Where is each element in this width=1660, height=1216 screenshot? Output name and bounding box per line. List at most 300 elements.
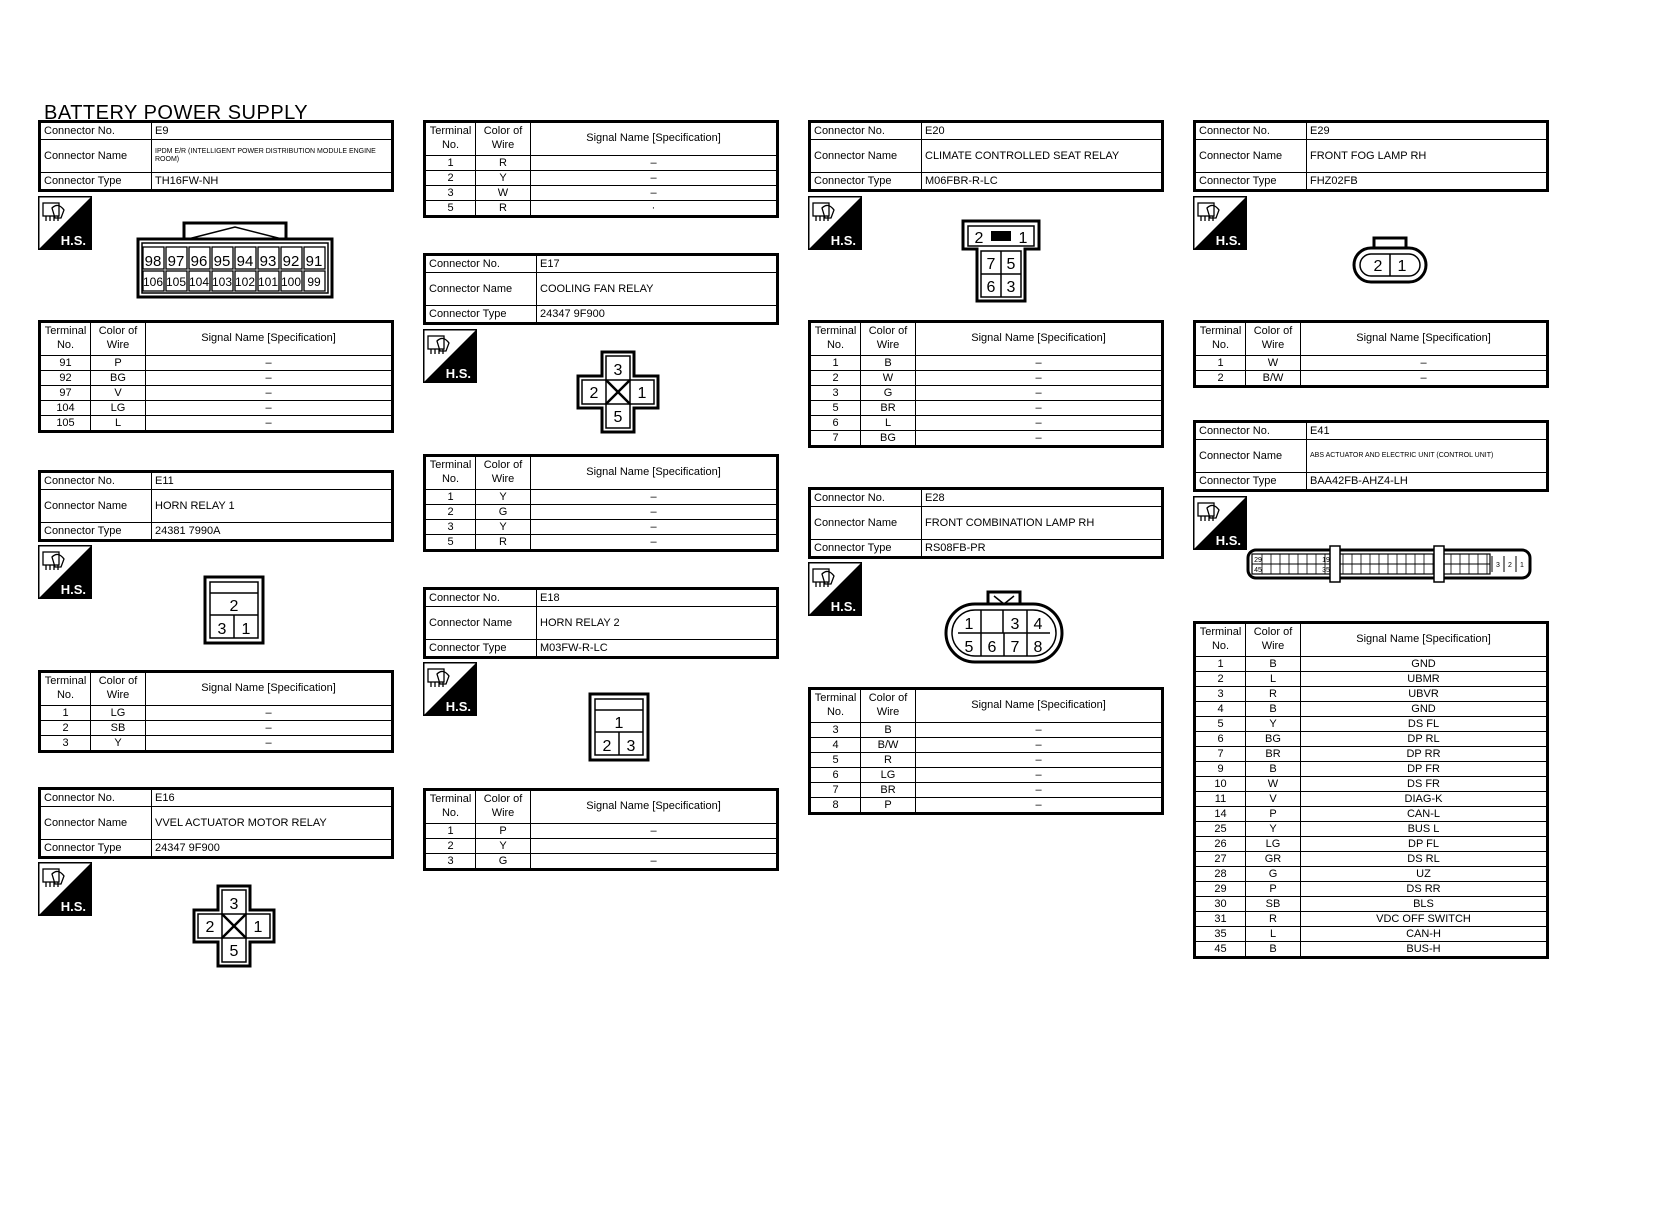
table-cell: LG: [91, 706, 146, 721]
table-row: [810, 753, 1163, 768]
table-cell: Y: [476, 839, 531, 854]
pin: 106: [142, 275, 164, 289]
table-cell: 3: [425, 186, 476, 201]
table-row: [40, 721, 393, 736]
pin-number: 6: [987, 639, 997, 656]
table-cell: Connector Name: [810, 507, 922, 540]
table-cell: B: [861, 723, 916, 738]
pin-number: 2: [589, 385, 599, 402]
e41-connector-diagram: [1246, 544, 1532, 584]
table-cell: CAN-L: [1301, 807, 1548, 822]
table-cell: SB: [1246, 897, 1301, 912]
connector-type: M06FBR-R-LC: [922, 173, 1163, 191]
e20-connector-diagram: [961, 219, 1041, 303]
table-cell: –: [916, 798, 1163, 814]
column-header: Signal Name [Specification]: [916, 322, 1163, 356]
pin: 1: [241, 621, 251, 638]
table-cell: –: [916, 723, 1163, 738]
table-cell: 3: [425, 854, 476, 870]
pin-number: 7: [1010, 639, 1020, 656]
connector-e29-info: [1193, 120, 1549, 192]
connector-e9-info: [38, 120, 394, 192]
label-connector-no: Connector No.: [40, 122, 152, 140]
pin-number: 3: [1496, 562, 1500, 569]
column-header: Signal Name [Specification]: [1301, 623, 1548, 657]
connector-no: E11: [152, 472, 393, 490]
connector-no: E9: [152, 122, 393, 140]
table-cell: –: [531, 505, 778, 520]
table-row: [425, 824, 778, 839]
pin: 5: [229, 943, 239, 960]
column-header: Color of Wire: [476, 456, 531, 490]
table-row: [810, 401, 1163, 416]
table-cell: 3: [1195, 687, 1246, 702]
table-row: [1195, 927, 1548, 942]
table-cell: G: [476, 505, 531, 520]
table-cell: 35: [1195, 927, 1246, 942]
pin-number: 5: [1006, 256, 1016, 273]
connector-e11-info: [38, 470, 394, 542]
table-row: [1195, 672, 1548, 687]
table-cell: –: [916, 356, 1163, 371]
table-cell: B: [1246, 942, 1301, 958]
column-header: Terminal No.: [425, 790, 476, 824]
table-cell: CAN-H: [1301, 927, 1548, 942]
table-cell: 28: [1195, 867, 1246, 882]
table-cell: P: [476, 824, 531, 839]
table-cell: DIAG-K: [1301, 792, 1548, 807]
table-cell: –: [146, 401, 393, 416]
table-cell: –: [916, 768, 1163, 783]
table-cell: –: [916, 386, 1163, 401]
table-cell: Connector Type: [1195, 473, 1307, 491]
table-cell: ·: [531, 201, 778, 217]
pin-number: 3: [1010, 616, 1020, 633]
pin-number: H.S.: [830, 599, 856, 614]
table-cell: 7: [810, 431, 861, 447]
table-row: [810, 783, 1163, 798]
table-row: [1195, 837, 1548, 852]
table-row: [810, 386, 1163, 401]
table-cell: Connector Type: [810, 173, 922, 191]
table-cell: 104: [40, 401, 91, 416]
column-header: Color of Wire: [1246, 623, 1301, 657]
table-row: [1195, 747, 1548, 762]
table-cell: DS FL: [1301, 717, 1548, 732]
pin: 94: [236, 253, 254, 270]
table-cell: Connector No.: [425, 255, 537, 273]
e29-connector-diagram: [1352, 236, 1428, 284]
table-cell: Connector Name: [40, 807, 152, 840]
table-cell: R: [1246, 687, 1301, 702]
table-row: [1195, 702, 1548, 717]
connector-type: BAA42FB-AHZ4-LH: [1307, 473, 1548, 491]
table-cell: –: [146, 386, 393, 401]
table-cell: G: [476, 854, 531, 870]
connector-type: 24347 9F900: [537, 306, 778, 324]
pin-number: H.S.: [445, 699, 471, 714]
e9-terminal-table: [38, 320, 394, 433]
table-cell: –: [146, 736, 393, 752]
table-cell: Connector Name: [425, 607, 537, 640]
pin: 103: [211, 275, 233, 289]
table-cell: BR: [1246, 747, 1301, 762]
column-header: Color of Wire: [861, 689, 916, 723]
table-cell: Connector Name: [810, 140, 922, 173]
table-cell: 5: [425, 535, 476, 551]
table-cell: DP RL: [1301, 732, 1548, 747]
pin-number: H.S.: [60, 899, 86, 914]
harness-side-icon: [38, 196, 92, 250]
table-cell: Connector Type: [425, 306, 537, 324]
table-cell: V: [1246, 792, 1301, 807]
connector-no: E29: [1307, 122, 1548, 140]
table-row: [1195, 762, 1548, 777]
table-cell: 3: [810, 723, 861, 738]
connector-name: VVEL ACTUATOR MOTOR RELAY: [152, 807, 393, 840]
table-cell: BUS L: [1301, 822, 1548, 837]
pin: 1: [253, 919, 263, 936]
table-row: [810, 356, 1163, 371]
table-cell: DP FL: [1301, 837, 1548, 852]
pin-number: 29: [1254, 557, 1262, 564]
connector-no: E17: [537, 255, 778, 273]
pin-number: 19: [1322, 557, 1330, 564]
table-cell: 3: [40, 736, 91, 752]
table-cell: W: [861, 371, 916, 386]
harness-side-icon: [1193, 496, 1247, 550]
pin: 2: [229, 598, 239, 615]
column-header: Terminal No.: [40, 672, 91, 706]
table-row: [425, 186, 778, 201]
table-cell: 1: [425, 490, 476, 505]
table-cell: –: [916, 371, 1163, 386]
column-header: Terminal No.: [1195, 623, 1246, 657]
table-cell: –: [916, 738, 1163, 753]
pin-number: 3: [1006, 279, 1016, 296]
table-cell: Connector No.: [1195, 422, 1307, 440]
table-cell: 14: [1195, 807, 1246, 822]
table-cell: B: [861, 356, 916, 371]
table-cell: W: [1246, 356, 1301, 371]
table-cell: 7: [810, 783, 861, 798]
table-row: [40, 736, 393, 752]
connector-e16-info: [38, 787, 394, 859]
column-header: Signal Name [Specification]: [531, 456, 778, 490]
connector-no: E41: [1307, 422, 1548, 440]
table-cell: Connector Type: [425, 640, 537, 658]
table-cell: –: [916, 783, 1163, 798]
harness-side-icon: [808, 196, 862, 250]
table-row: [425, 505, 778, 520]
table-cell: LG: [861, 768, 916, 783]
table-row: [810, 798, 1163, 814]
table-row: [425, 854, 778, 870]
column-header: Terminal No.: [425, 122, 476, 156]
connector-type: RS08FB-PR: [922, 540, 1163, 558]
table-cell: –: [146, 706, 393, 721]
table-cell: R: [1246, 912, 1301, 927]
connector-type: 24347 9F900: [152, 840, 393, 858]
table-cell: –: [531, 186, 778, 201]
pin-number: 7: [986, 256, 996, 273]
connector-e20-info: [808, 120, 1164, 192]
table-row: [810, 371, 1163, 386]
column-header: Signal Name [Specification]: [531, 790, 778, 824]
pin: 3: [217, 621, 227, 638]
table-cell: –: [1301, 356, 1548, 371]
connector-no: E20: [922, 122, 1163, 140]
column-header: Color of Wire: [861, 322, 916, 356]
pin-number: 1: [1520, 562, 1524, 569]
table-cell: 27: [1195, 852, 1246, 867]
col-color: Color of Wire: [91, 322, 146, 356]
table-cell: 5: [810, 753, 861, 768]
table-cell: 2: [1195, 371, 1246, 387]
table-cell: B: [1246, 762, 1301, 777]
e16-connector-diagram: [192, 884, 276, 968]
table-cell: P: [861, 798, 916, 814]
table-cell: L: [1246, 672, 1301, 687]
table-cell: 1: [1195, 356, 1246, 371]
pin-number: H.S.: [830, 233, 856, 248]
table-cell: Connector No.: [425, 589, 537, 607]
table-row: [1195, 882, 1548, 897]
table-cell: BG: [861, 431, 916, 447]
column-header: Terminal No.: [810, 322, 861, 356]
e17-terminal-table: [423, 454, 779, 552]
pin: 96: [190, 253, 208, 270]
pin-number: 6: [986, 279, 996, 296]
table-cell: Connector Type: [40, 840, 152, 858]
table-cell: –: [531, 520, 778, 535]
table-row: [1195, 942, 1548, 958]
table-cell: –: [146, 721, 393, 736]
table-cell: W: [476, 186, 531, 201]
harness-side-icon: [1193, 196, 1247, 250]
label-connector-name: Connector Name: [40, 490, 152, 523]
table-cell: 1: [425, 824, 476, 839]
connector-e28-info: [808, 487, 1164, 559]
table-cell: R: [476, 535, 531, 551]
pin: 99: [307, 275, 321, 289]
table-cell: BG: [91, 371, 146, 386]
table-cell: –: [531, 156, 778, 171]
e16-terminal-table: [423, 120, 779, 218]
table-cell: BR: [861, 401, 916, 416]
connector-name: CLIMATE CONTROLLED SEAT RELAY: [922, 140, 1163, 173]
table-cell: 105: [40, 416, 91, 432]
table-cell: BG: [1246, 732, 1301, 747]
pin: 91: [305, 253, 323, 270]
table-row: [40, 401, 393, 416]
col-signal: Signal Name [Specification]: [146, 322, 393, 356]
connector-e17-info: [423, 253, 779, 325]
table-cell: 31: [1195, 912, 1246, 927]
e18-terminal-table: [423, 788, 779, 871]
table-row: [1195, 912, 1548, 927]
table-row: [1195, 852, 1548, 867]
table-cell: DS RR: [1301, 882, 1548, 897]
connector-type: 24381 7990A: [152, 523, 393, 541]
table-row: [425, 171, 778, 186]
table-row: [1195, 687, 1548, 702]
column-header: Color of Wire: [91, 672, 146, 706]
table-cell: V: [91, 386, 146, 401]
connector-type: M03FW-R-LC: [537, 640, 778, 658]
col-terminal: Terminal No.: [40, 322, 91, 356]
table-row: [810, 768, 1163, 783]
table-cell: P: [91, 356, 146, 371]
connector-name: HORN RELAY 2: [537, 607, 778, 640]
table-cell: DP RR: [1301, 747, 1548, 762]
table-cell: 91: [40, 356, 91, 371]
table-cell: 9: [1195, 762, 1246, 777]
connector-no: E18: [537, 589, 778, 607]
table-row: [810, 738, 1163, 753]
harness-side-icon: [423, 662, 477, 716]
table-cell: P: [1246, 882, 1301, 897]
table-row: [810, 431, 1163, 447]
table-cell: L: [91, 416, 146, 432]
table-cell: –: [146, 416, 393, 432]
table-cell: G: [861, 386, 916, 401]
pin: 102: [234, 275, 256, 289]
pin-number: 35: [1322, 567, 1330, 574]
table-cell: 3: [810, 386, 861, 401]
table-cell: GND: [1301, 702, 1548, 717]
table-cell: –: [916, 416, 1163, 431]
table-cell: 5: [425, 201, 476, 217]
table-cell: Connector Type: [810, 540, 922, 558]
table-cell: Connector No.: [1195, 122, 1307, 140]
table-cell: 4: [810, 738, 861, 753]
table-row: [810, 723, 1163, 738]
table-cell: 6: [810, 768, 861, 783]
harness-side-icon: [423, 329, 477, 383]
table-row: [810, 416, 1163, 431]
label-connector-type: Connector Type: [40, 523, 152, 541]
table-row: [1195, 717, 1548, 732]
pin: 92: [282, 253, 300, 270]
table-row: [40, 356, 393, 371]
label-connector-no: Connector No.: [40, 472, 152, 490]
table-cell: DS FR: [1301, 777, 1548, 792]
table-cell: DS RL: [1301, 852, 1548, 867]
table-cell: –: [531, 824, 778, 839]
table-cell: –: [916, 753, 1163, 768]
e20-terminal-table: [808, 320, 1164, 448]
connector-name: HORN RELAY 1: [152, 490, 393, 523]
pin-number: 2: [1373, 258, 1383, 275]
table-cell: L: [861, 416, 916, 431]
table-cell: 45: [1195, 942, 1246, 958]
e41-terminal-table: [1193, 621, 1549, 959]
table-cell: R: [861, 753, 916, 768]
table-cell: 4: [1195, 702, 1246, 717]
table-cell: Y: [476, 490, 531, 505]
table-cell: R: [476, 156, 531, 171]
connector-name: FRONT FOG LAMP RH: [1307, 140, 1548, 173]
table-cell: 2: [810, 371, 861, 386]
table-cell: UBMR: [1301, 672, 1548, 687]
table-cell: 3: [425, 520, 476, 535]
harness-side-icon: [38, 545, 92, 599]
table-cell: B: [1246, 702, 1301, 717]
connector-e18-info: [423, 587, 779, 659]
pin: 105: [165, 275, 187, 289]
column-header: Terminal No.: [425, 456, 476, 490]
table-cell: GND: [1301, 657, 1548, 672]
table-cell: 2: [1195, 672, 1246, 687]
table-cell: 5: [810, 401, 861, 416]
e11-terminal-table: [38, 670, 394, 753]
harness-side-icon: [808, 562, 862, 616]
table-cell: VDC OFF SWITCH: [1301, 912, 1548, 927]
table-cell: –: [916, 401, 1163, 416]
table-row: [1195, 822, 1548, 837]
pin-number: H.S.: [1215, 233, 1241, 248]
column-header: Color of Wire: [1246, 322, 1301, 356]
table-cell: 6: [1195, 732, 1246, 747]
table-row: [425, 520, 778, 535]
pin: 95: [213, 253, 231, 270]
table-cell: Connector Name: [1195, 140, 1307, 173]
table-cell: 30: [1195, 897, 1246, 912]
table-cell: Connector No.: [810, 489, 922, 507]
e28-terminal-table: [808, 687, 1164, 815]
table-row: [425, 156, 778, 171]
table-cell: UZ: [1301, 867, 1548, 882]
table-row: [1195, 371, 1548, 387]
connector-name: FRONT COMBINATION LAMP RH: [922, 507, 1163, 540]
table-row: [1195, 807, 1548, 822]
table-cell: G: [1246, 867, 1301, 882]
table-cell: Connector Type: [1195, 173, 1307, 191]
table-row: [1195, 792, 1548, 807]
column-header: Signal Name [Specification]: [146, 672, 393, 706]
table-row: [1195, 356, 1548, 371]
pin-number: H.S.: [445, 366, 471, 381]
pin-number: 2: [1508, 562, 1512, 569]
table-cell: 97: [40, 386, 91, 401]
e17-connector-diagram: [576, 350, 660, 434]
table-cell: Connector Name: [1195, 440, 1307, 473]
table-cell: 7: [1195, 747, 1246, 762]
table-cell: –: [531, 535, 778, 551]
table-cell: –: [916, 431, 1163, 447]
table-cell: BUS-H: [1301, 942, 1548, 958]
column-header: Signal Name [Specification]: [1301, 322, 1548, 356]
table-cell: 1: [425, 156, 476, 171]
page-title: BATTERY POWER SUPPLY: [44, 102, 309, 124]
table-cell: W: [1246, 777, 1301, 792]
table-row: [40, 386, 393, 401]
pin-number: 3: [626, 738, 636, 755]
table-cell: –: [146, 356, 393, 371]
e28-connector-diagram: [944, 590, 1064, 666]
table-cell: 11: [1195, 792, 1246, 807]
pin-number: 5: [964, 639, 974, 656]
table-cell: Connector No.: [810, 122, 922, 140]
pin-number: 1: [1018, 230, 1028, 247]
table-cell: 1: [1195, 657, 1246, 672]
table-cell: Y: [476, 520, 531, 535]
table-row: [425, 535, 778, 551]
pin-number: 2: [974, 230, 984, 247]
column-header: Terminal No.: [810, 689, 861, 723]
pin-number: H.S.: [60, 582, 86, 597]
